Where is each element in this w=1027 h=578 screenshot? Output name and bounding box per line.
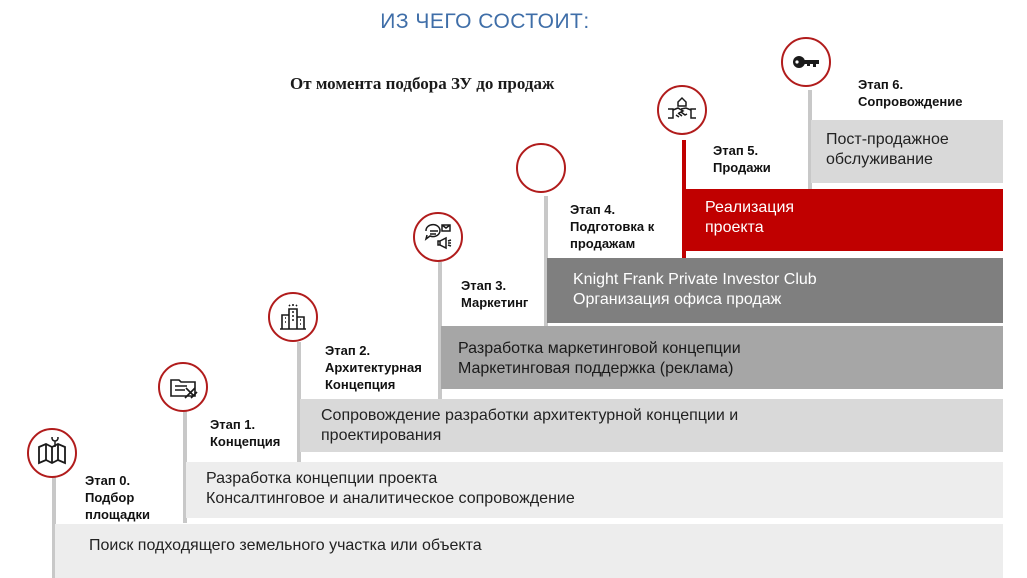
stage-1-icon-circle <box>158 362 208 412</box>
page-title: ИЗ ЧЕГО СОСТОИТ: <box>380 10 590 33</box>
stage-4-title-1: Подготовка к <box>570 219 655 234</box>
stage-1-label <box>210 416 280 450</box>
stage-5-icon-circle <box>657 85 707 135</box>
handshake-house-icon <box>666 94 698 126</box>
empty-circle-icon <box>525 152 557 184</box>
stage-2-icon-circle <box>268 292 318 342</box>
key-icon <box>790 46 822 78</box>
bar-stage-3-line2: Маркетинговая поддержка (реклама) <box>458 360 734 377</box>
bar-stage-6-line2: обслуживание <box>826 151 933 168</box>
stage-2-title-2: Концепция <box>325 377 396 392</box>
stage-4-icon-circle <box>516 143 566 193</box>
bar-stage-0 <box>55 524 1003 578</box>
stage-6-title: Сопровождение <box>858 94 963 109</box>
bar-stage-3 <box>441 326 1003 389</box>
stage-3-title: Маркетинг <box>461 295 529 310</box>
bar-stage-3-line1: Разработка маркетинговой концепции <box>458 340 741 357</box>
stage-6-icon-circle <box>781 37 831 87</box>
stage-0-label <box>85 472 150 523</box>
stage-3-icon-circle <box>413 212 463 262</box>
bar-stage-2-line2: проектирования <box>321 427 442 444</box>
stage-3-number: Этап 3. <box>461 278 507 293</box>
stage-2-title-1: Архитектурная <box>325 360 422 375</box>
bar-stage-6 <box>811 120 1003 183</box>
stage-0-title-2: площадки <box>85 507 150 522</box>
bar-stage-5-line2: проекта <box>705 219 764 236</box>
bar-stage-4-line2: Организация офиса продаж <box>573 291 782 308</box>
stage-5-label <box>713 142 771 176</box>
bar-stage-4 <box>547 258 1003 323</box>
bar-stage-5-line1: Реализация <box>705 199 795 216</box>
chat-megaphone-icon <box>422 221 454 253</box>
bar-stage-4-line1: Knight Frank Private Investor Club <box>573 271 817 288</box>
stage-3-label <box>461 277 528 311</box>
bar-stage-0-line1: Поиск подходящего земельного участка или объекта <box>89 537 482 554</box>
stage-0-title-1: Подбор <box>85 490 135 505</box>
map-pin-icon <box>36 437 68 469</box>
bar-stage-1-line1: Разработка концепции проекта <box>206 470 438 487</box>
buildings-icon <box>277 301 309 333</box>
bar-stage-2-line1: Сопровождение разработки архитектурной концепции и <box>321 407 739 424</box>
stage-6-number: Этап 6. <box>858 77 904 92</box>
bar-stage-1 <box>186 462 1003 518</box>
bar-stage-6-line1: Пост-продажное <box>826 131 949 148</box>
page-subtitle: От момента подбора ЗУ до продаж <box>290 74 555 93</box>
stage-4-title-2: продажам <box>570 236 636 251</box>
stage-0-number: Этап 0. <box>85 473 131 488</box>
stage-1-number: Этап 1. <box>210 417 256 432</box>
stage-2-number: Этап 2. <box>325 343 371 358</box>
bar-stage-5 <box>685 189 1003 251</box>
bar-stage-1-line2: Консалтинговое и аналитическое сопровождение <box>206 490 575 507</box>
stage-1-title: Концепция <box>210 434 281 449</box>
stage-5-number: Этап 5. <box>713 143 759 158</box>
stage-0-icon-circle <box>27 428 77 478</box>
stage-4-number: Этап 4. <box>570 202 616 217</box>
stage-6-label <box>858 76 962 110</box>
stage-5-title: Продажи <box>713 160 771 175</box>
folder-tools-icon <box>167 371 199 403</box>
bar-stage-2 <box>300 399 1003 452</box>
stage-2-label <box>325 342 422 393</box>
stage-4-label <box>570 201 654 252</box>
